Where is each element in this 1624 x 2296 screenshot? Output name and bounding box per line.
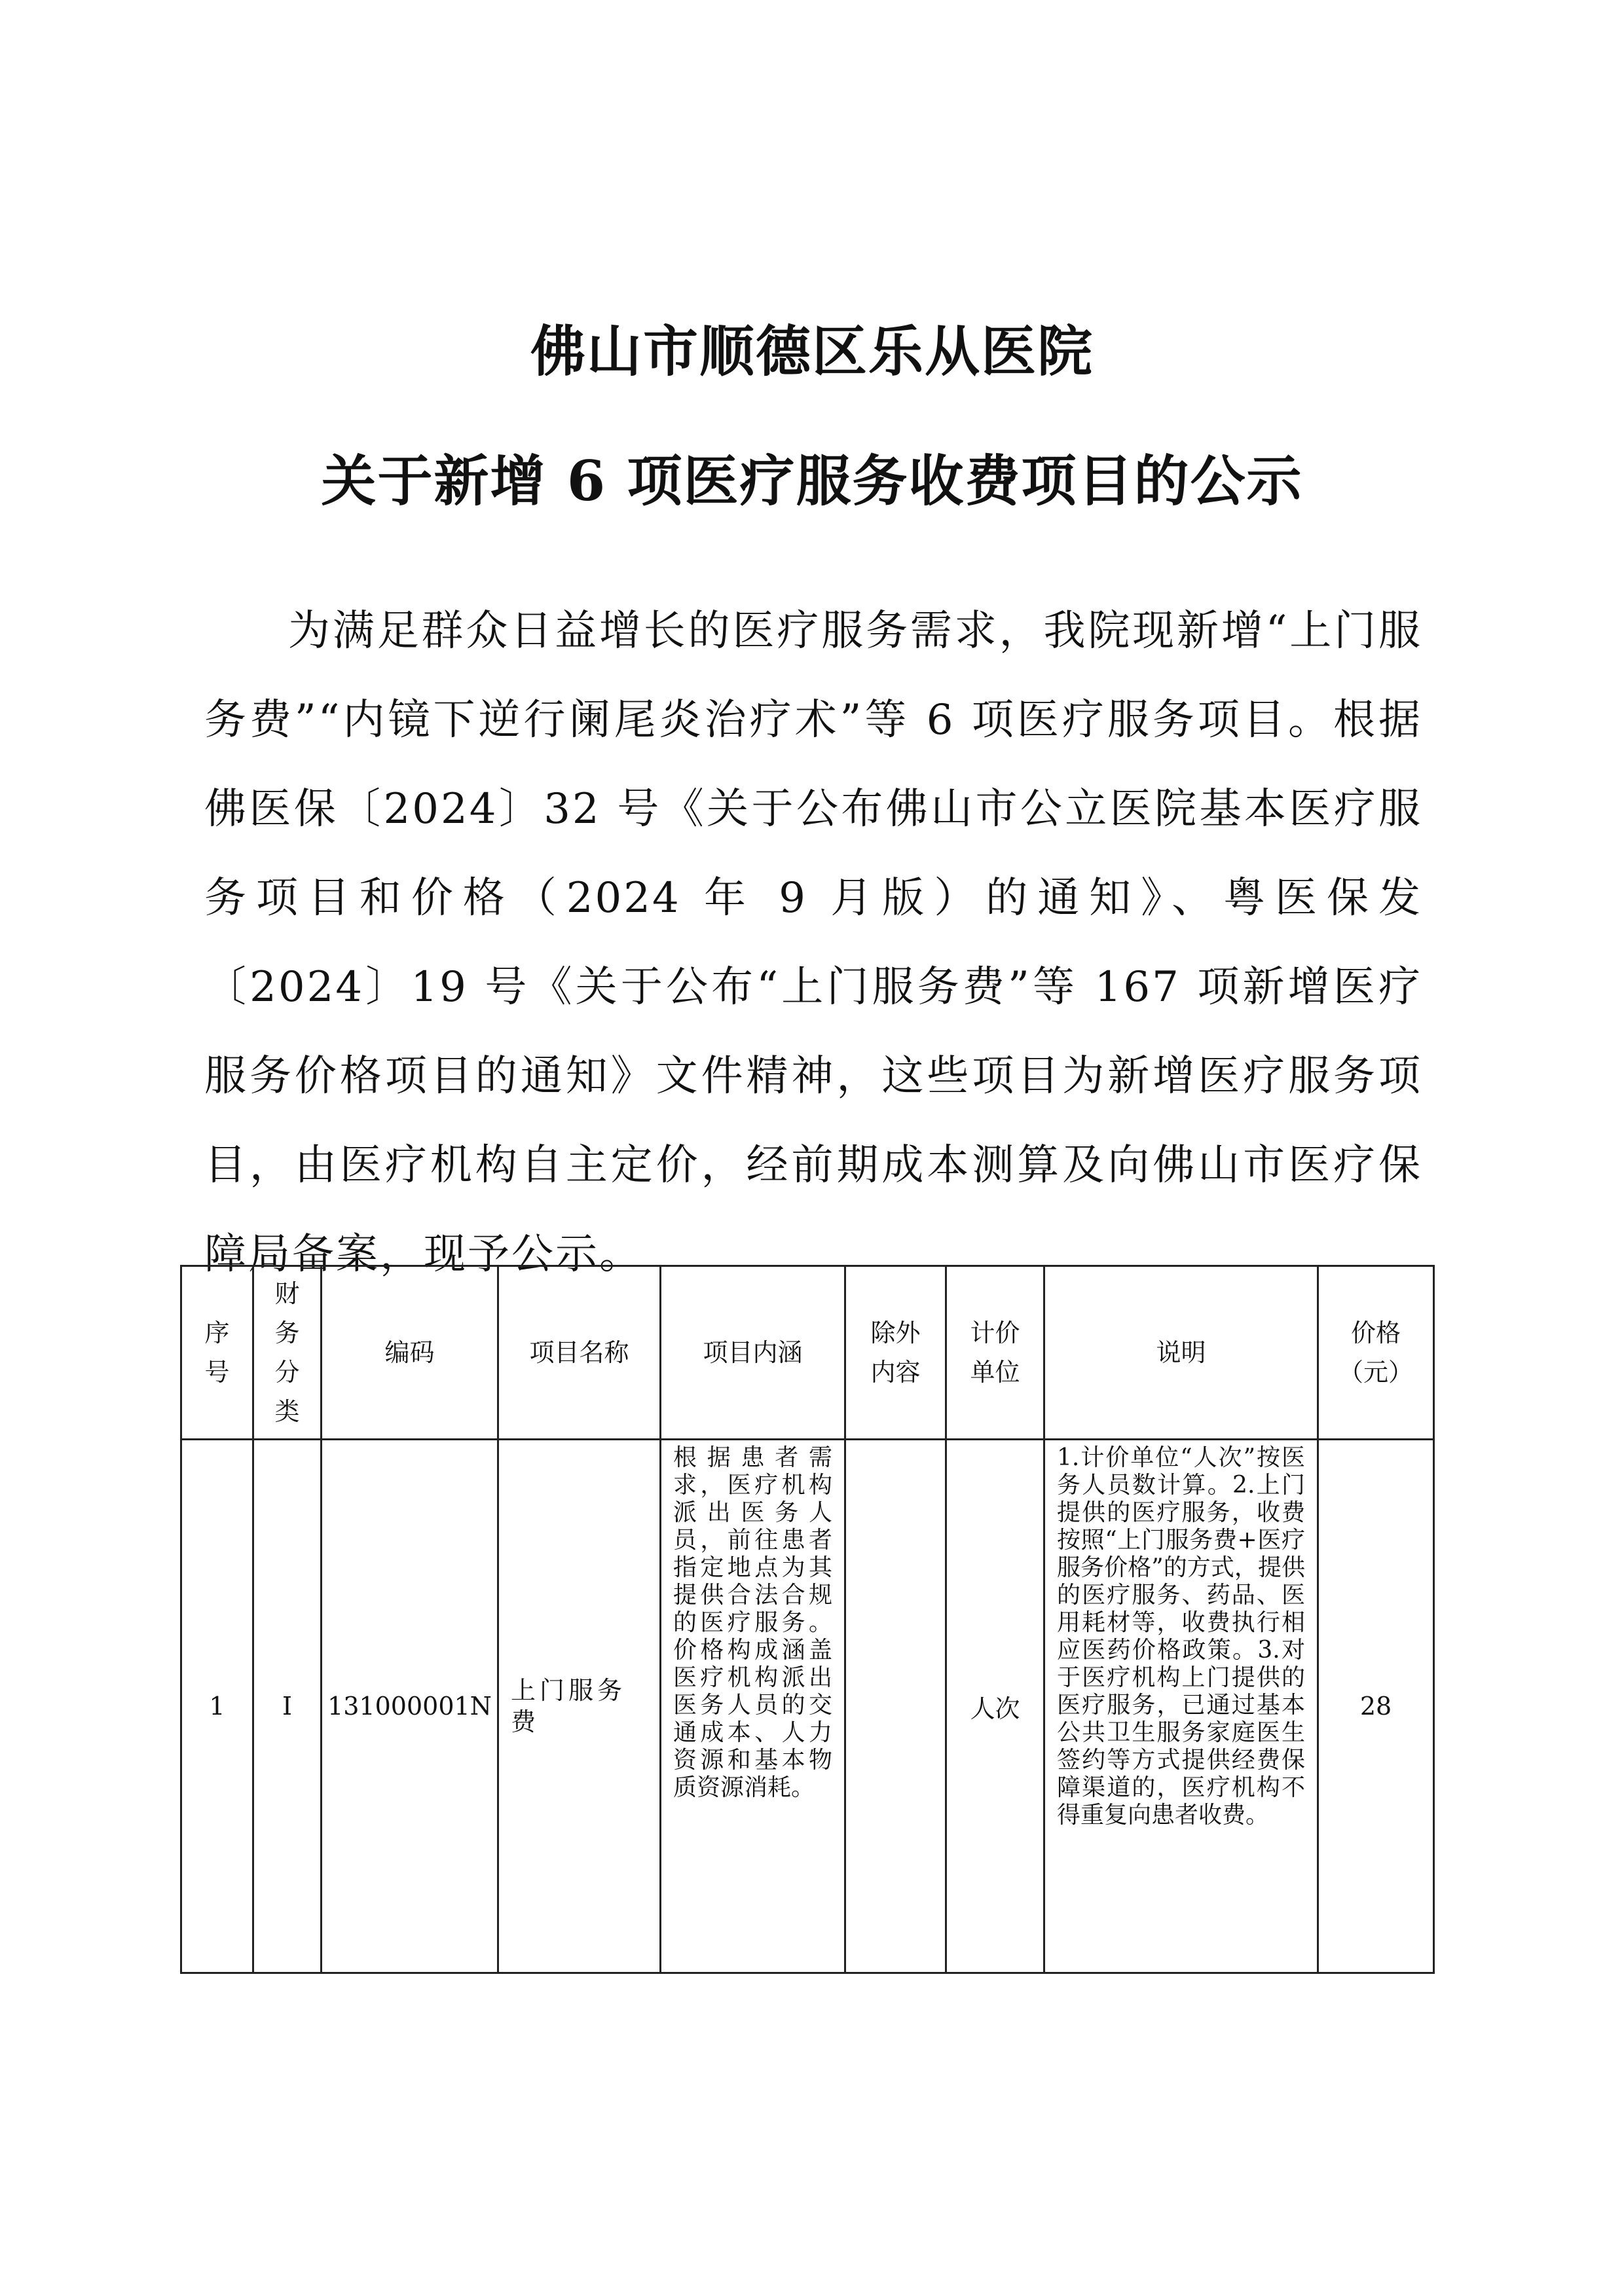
header-pricing-unit: 计价单位 [946, 1266, 1044, 1440]
table-row [181, 1440, 1434, 1973]
cell-finance-category: I [253, 1440, 322, 1973]
header-exclusions: 除外内容 [845, 1266, 946, 1440]
header-finance-category: 财务分类 [253, 1266, 322, 1440]
cell-price: 28 [1318, 1440, 1434, 1973]
table-header-row [181, 1266, 1434, 1440]
cell-seq: 1 [181, 1440, 253, 1973]
fee-table [180, 1265, 1435, 1974]
cell-pricing-unit: 人次 [946, 1440, 1044, 1973]
cell-exclusions [845, 1440, 946, 1973]
cell-item-name: 上门服务费 [498, 1440, 661, 1973]
header-seq: 序号 [181, 1266, 253, 1440]
title-announcement: 关于新增 6 项医疗服务收费项目的公示 [321, 448, 1303, 513]
header-price: 价格（元） [1318, 1266, 1434, 1440]
header-code: 编码 [322, 1266, 498, 1440]
title-hospital: 佛山市顺德区乐从医院 [530, 319, 1094, 384]
cell-code: 131000001N [322, 1440, 498, 1973]
header-item-content: 项目内涵 [661, 1266, 845, 1440]
header-item-name: 项目名称 [498, 1266, 661, 1440]
header-notes: 说明 [1044, 1266, 1318, 1440]
body-paragraph: 为满足群众日益增长的医疗服务需求，我院现新增“上门服务费”“内镜下逆行阑尾炎治疗术”等 6 项医疗服务项目。根据佛医保〔2024〕32 号《关于公布佛山市公立医院基本医疗服务项目和价格（2024 年 9 月版）的通知》、粤医保发〔2024〕19 号《关于公布“上门服务费”等 167 项新增医疗服务价格项目的通知》文件精神，这些项目为新增医疗服务项目，由医疗机构自主定价，经前期成本测算及向佛山市医疗保障局备案，现予公示。 [204, 607, 1422, 1279]
cell-item-content: 根据患者需求，医疗机构派出医务人员，前往患者指定地点为其提供合法合规的医疗服务。价格构成涵盖医疗机构派出医务人员的交通成本、人力资源和基本物质资源消耗。 [661, 1440, 845, 1973]
cell-notes: 1.计价单位“人次”按医务人员数计算。2.上门提供的医疗服务，收费按照“上门服务费+医疗服务价格”的方式，提供的医疗服务、药品、医用耗材等，收费执行相应医药价格政策。3.对于医疗机构上门提供的医疗服务，已通过基本公共卫生服务家庭医生签约等方式提供经费保障渠道的，医疗机构不得重复向患者收费。 [1044, 1440, 1318, 1973]
